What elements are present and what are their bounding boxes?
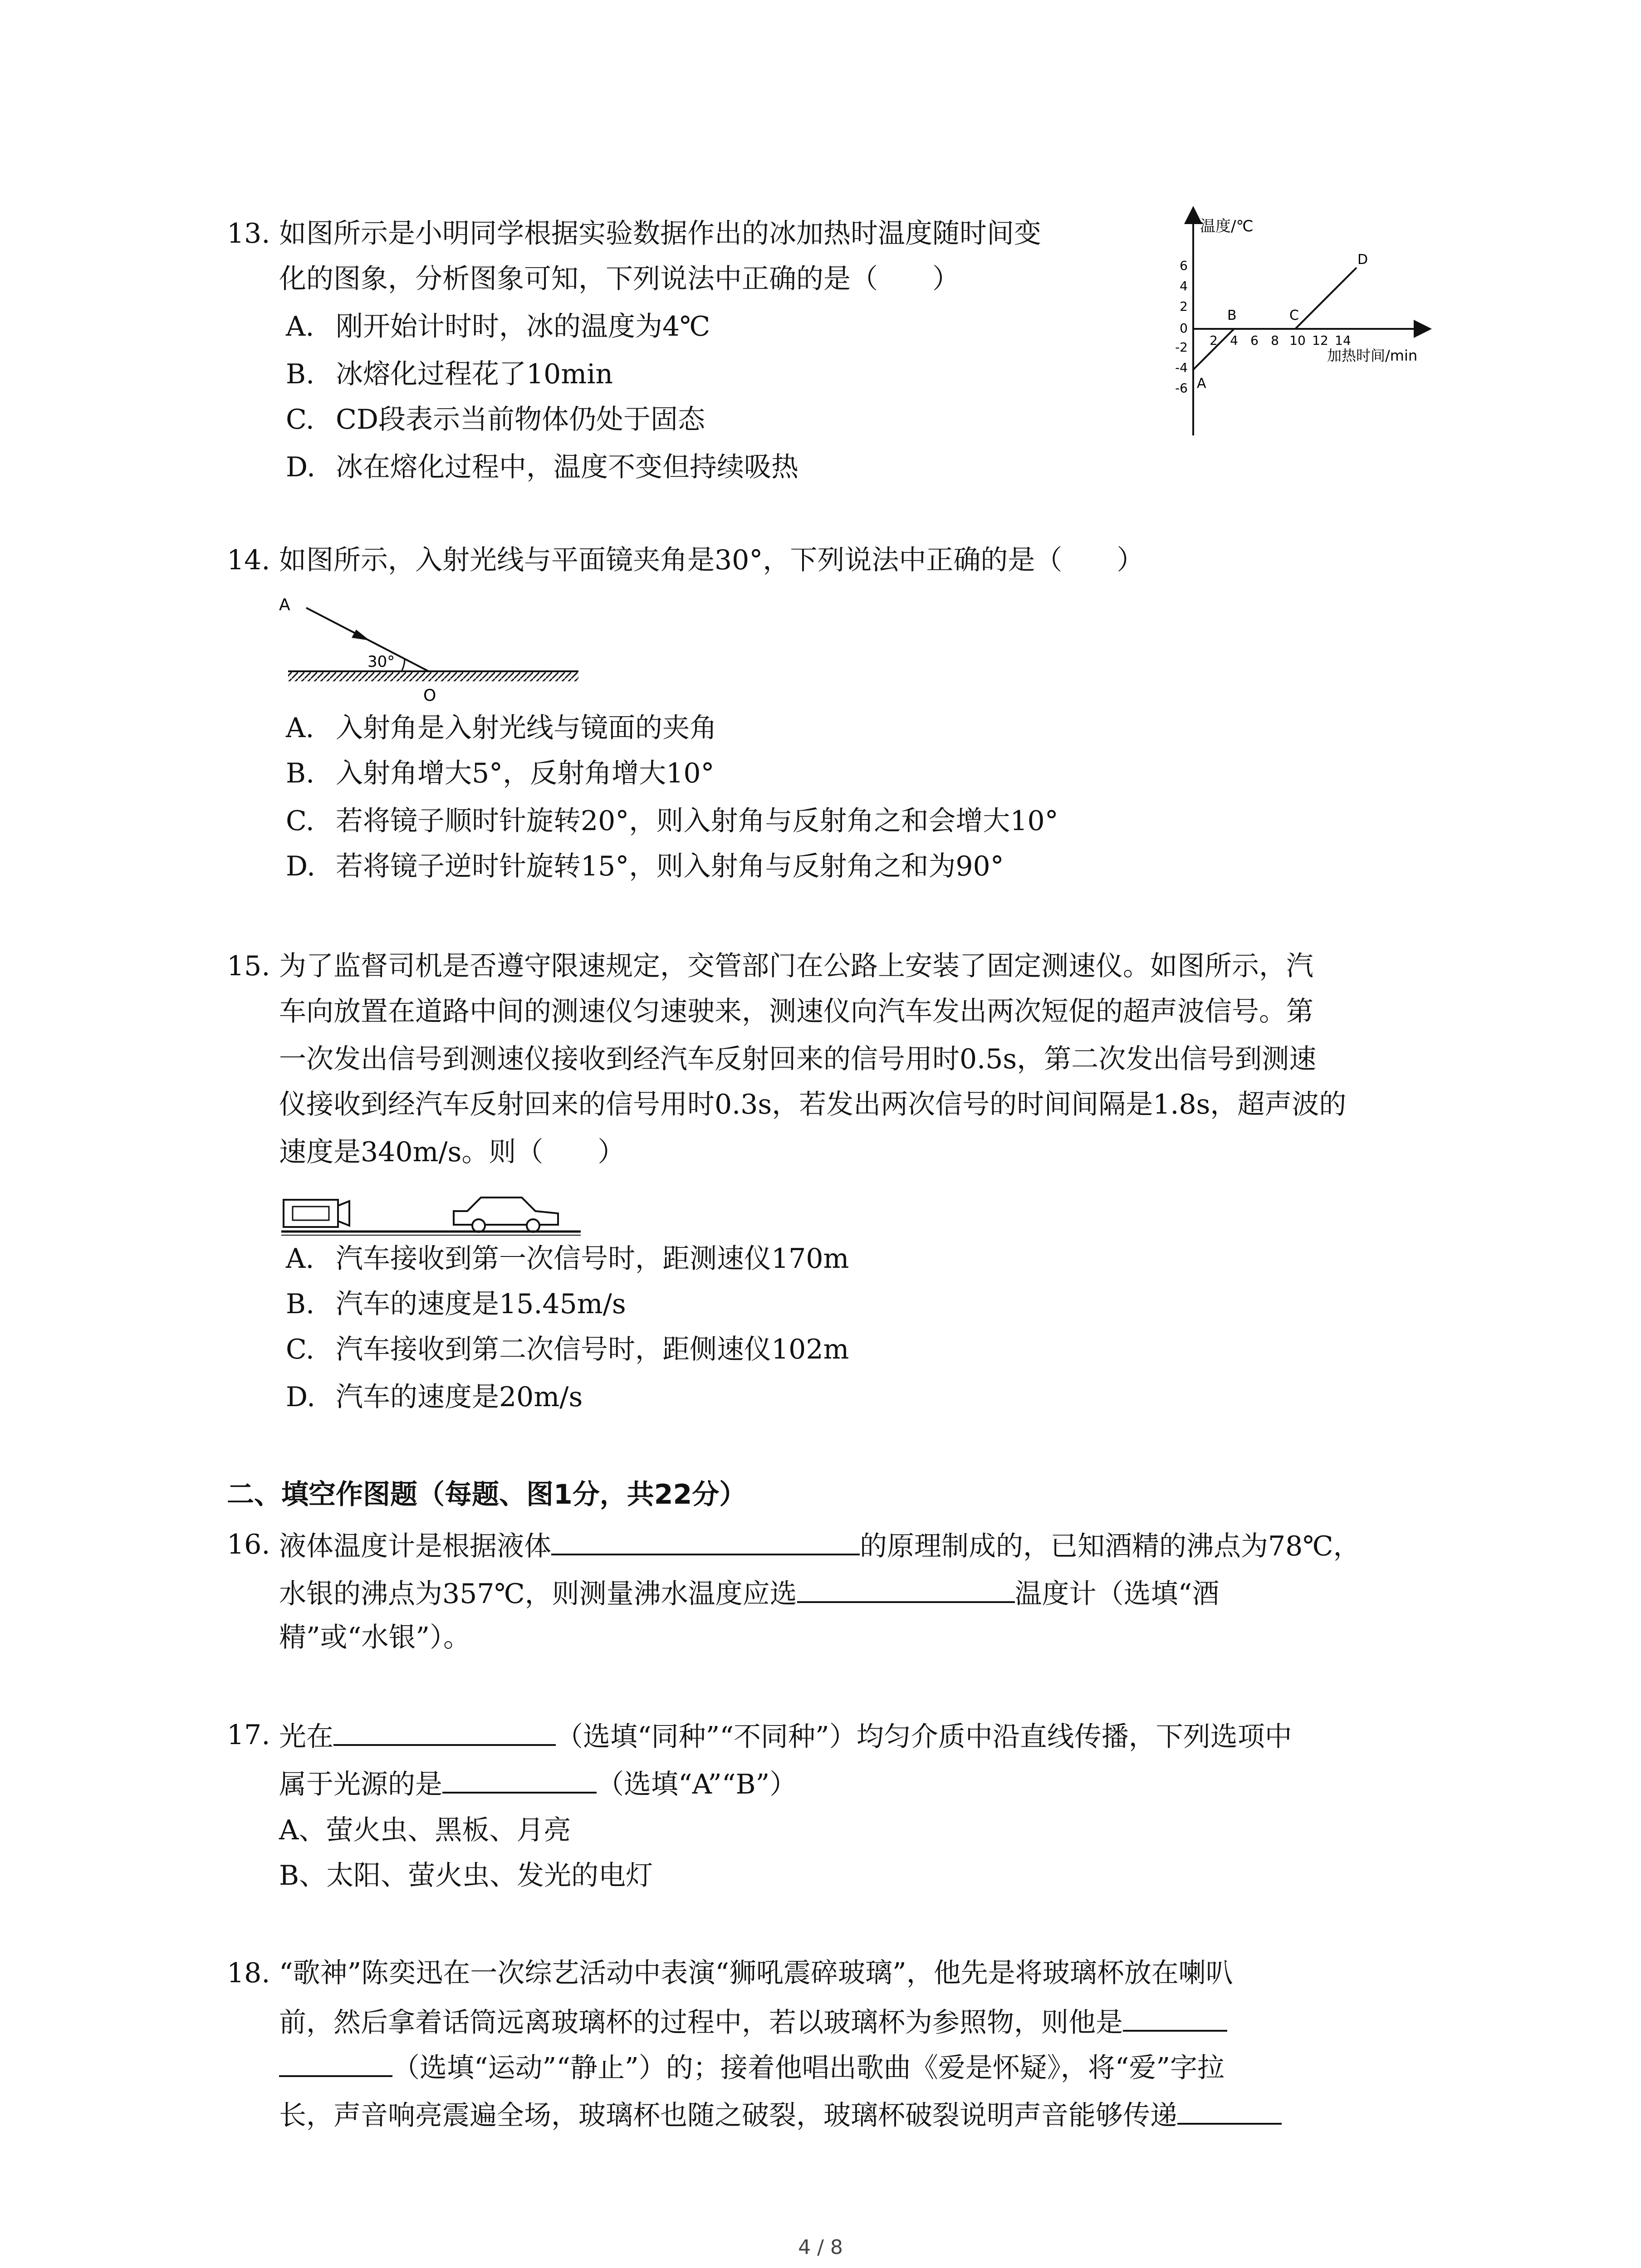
graph-xlabel: 加热时间/min [1327,347,1418,364]
q16-number: 16. [227,1529,270,1560]
ytick: 4 [1180,279,1188,293]
q13-option-a: A. 刚开始计时时，冰的温度为4℃ [286,311,710,342]
q13-option-c: C. CD段表示当前物体仍处于固态 [286,404,705,435]
xtick: 12 [1312,333,1328,348]
xtick: 8 [1271,333,1279,348]
q18-blank-1[interactable] [1123,1998,1227,2032]
q15-line4: 仪接收到经汽车反射回来的信号用时0.3s，若发出两次信号的时间间隔是1.8s，超声波的 [279,1089,1347,1120]
q16-line1: 液体温度计是根据液体 的原理制成的，已知酒精的沸点为78℃， [279,1522,1360,1569]
point-c-label: C [1289,308,1299,323]
q16-line3: 精”或“水银”）。 [279,1622,471,1653]
ytick: 2 [1180,299,1188,314]
q16-blank-1[interactable] [551,1522,860,1555]
ytick: -2 [1175,340,1188,355]
q15-option-b: B. 汽车的速度是15.45m/s [286,1288,626,1320]
q17-option-b: B、太阳、萤火虫、发光的电灯 [279,1860,653,1892]
q14-option-d: D. 若将镜子逆时针旋转15°，则入射角与反射角之和为90° [286,850,1004,882]
ytick: 6 [1180,258,1188,273]
q14-point-o-label: O [423,686,436,705]
q15-option-a: A. 汽车接收到第一次信号时，距测速仪170m [286,1243,849,1275]
q17-number: 17. [227,1719,270,1751]
q14-mirror-figure [279,590,606,712]
q15-line5: 速度是340m/s。则（ ） [279,1136,625,1168]
q14-option-b: B. 入射角增大5°，反射角增大10° [286,758,715,789]
q18-line4: 长，声音响亮震遍全场，玻璃杯也随之破裂，玻璃杯破裂说明声音能够传递 [279,2091,1282,2138]
q18-line3: （选填“运动”“静止”）的；接着他唱出歌曲《爱是怀疑》，将“爱”字拉 [279,2043,1225,2091]
ytick: -6 [1175,381,1188,396]
q18-line2: 前，然后拿着话筒远离玻璃杯的过程中，若以玻璃杯为参照物，则他是 [279,1998,1227,2045]
q15-option-d: D. 汽车的速度是20m/s [286,1381,583,1413]
q14-angle-label: 30° [367,653,395,671]
q15-line3: 一次发出信号到测速仪接收到经汽车反射回来的信号用时0.5s，第二次发出信号到测速 [279,1043,1317,1075]
q15-line2: 车向放置在道路中间的测速仪匀速驶来，测速仪向汽车发出两次短促的超声波信号。第 [279,996,1313,1027]
ytick: 0 [1180,321,1188,336]
q13-option-d: D. 冰在熔化过程中，温度不变但持续吸热 [286,451,798,483]
q15-number: 15. [227,950,270,982]
graph-ylabel: 温度/℃ [1200,217,1254,235]
q17-blank-1[interactable] [333,1712,556,1746]
q17-line1: 光在 （选填“同种”“不同种”）均匀介质中沿直线传播，下列选项中 [279,1712,1292,1760]
q13-option-b: B. 冰熔化过程花了10min [286,358,613,390]
q15-option-c: C. 汽车接收到第二次信号时，距侧速仪102m [286,1334,849,1365]
q14-option-a: A. 入射角是入射光线与镜面的夹角 [286,712,717,744]
xtick: 4 [1230,333,1238,348]
q14-point-a-label: A [279,596,290,614]
q14-number: 14. [227,544,270,576]
ytick: -4 [1175,360,1188,375]
page-number: 4 / 8 [798,2236,843,2259]
section-heading: 二、填空作图题（每题、图1分，共22分） [227,1479,747,1510]
q18-blank-2[interactable] [279,2043,392,2077]
q13-line1: 如图所示是小明同学根据实验数据作出的冰加热时温度随时间变 [279,218,1041,249]
q14-option-c: C. 若将镜子顺时针旋转20°，则入射角与反射角之和会增大10° [286,805,1058,837]
xtick: 14 [1335,333,1351,348]
q18-number: 18. [227,1957,270,1989]
q16-blank-2[interactable] [797,1569,1015,1603]
q16-line2: 水银的沸点为357℃，则测量沸水温度应选 温度计（选填“酒 [279,1569,1219,1617]
q15-line1: 为了监督司机是否遵守限速规定，交管部门在公路上安装了固定测速仪。如图所示，汽 [279,950,1313,982]
q15-road-figure [277,1179,585,1238]
xtick: 10 [1289,333,1306,348]
q17-blank-2[interactable] [442,1760,597,1794]
q14-line1: 如图所示，入射光线与平面镜夹角是30°，下列说法中正确的是（ ） [279,544,1144,576]
xtick: 6 [1250,333,1259,348]
point-a-label: A [1197,376,1206,391]
point-b-label: B [1227,308,1237,323]
q17-line2: 属于光源的是 （选填“A”“B”） [279,1760,797,1807]
q13-temperature-graph [1171,204,1452,458]
q17-option-a: A、萤火虫、黑板、月亮 [279,1814,571,1846]
xtick: 2 [1210,333,1218,348]
q13-line2: 化的图象，分析图象可知，下列说法中正确的是（ ） [279,263,960,295]
q18-blank-3[interactable] [1177,2091,1282,2125]
point-d-label: D [1357,252,1368,268]
q13-number: 13. [227,218,270,249]
q18-line1: “歌神”陈奕迅在一次综艺活动中表演“狮吼震碎玻璃”，他先是将玻璃杯放在喇叭 [279,1957,1233,1989]
